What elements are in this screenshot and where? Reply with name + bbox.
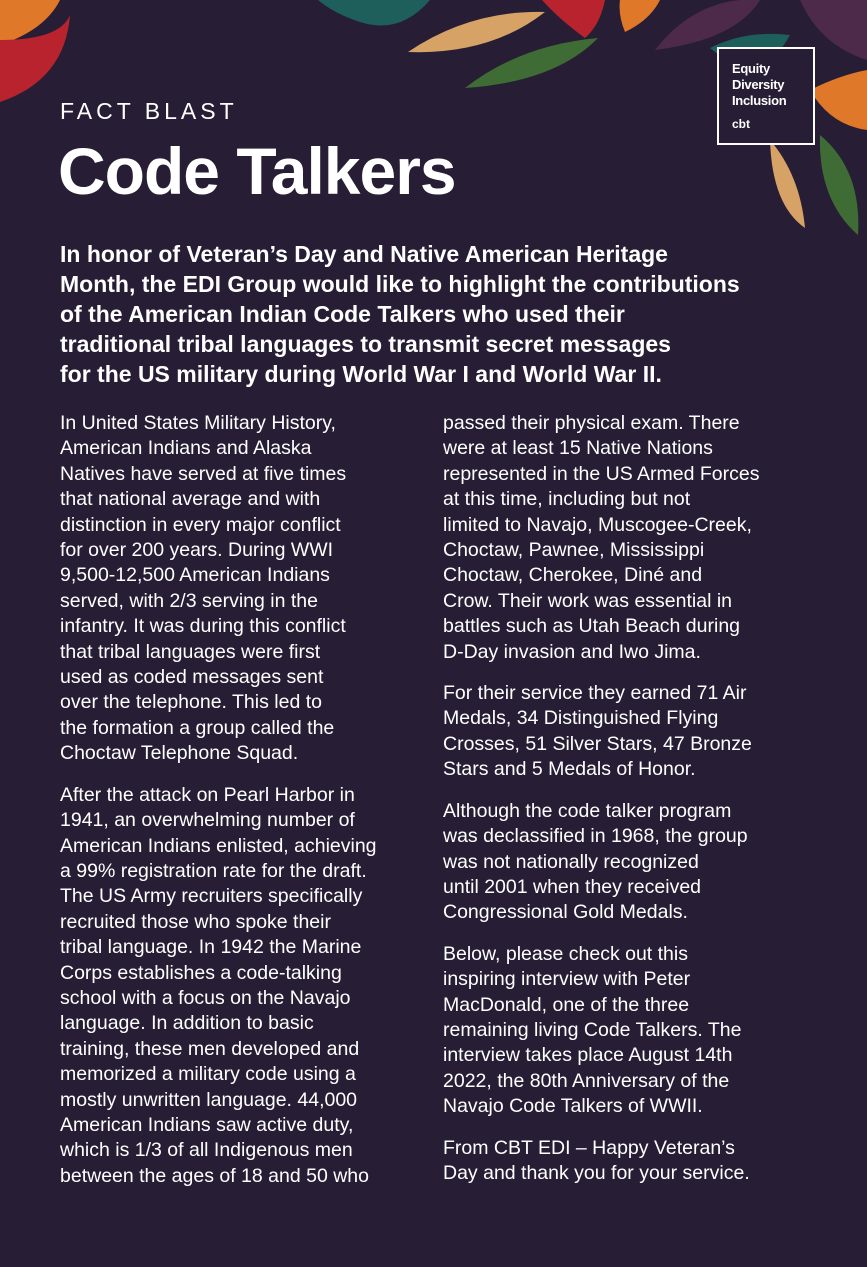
text-line: MacDonald, one of the three — [443, 993, 690, 1016]
fact-blast-label: FACT BLAST — [60, 98, 238, 124]
text-line: Stars and 5 Medals of Honor. — [443, 758, 696, 781]
text-line: American Indians enlisted, achieving — [60, 834, 377, 857]
text-line: used as coded messages sent — [60, 666, 324, 689]
text-line: Choctaw, Cherokee, Diné and — [443, 564, 703, 587]
intro-line: Month, the EDI Group would like to highlight the contributions — [60, 271, 740, 297]
text-line: Congressional Gold Medals. — [443, 901, 688, 924]
edi-logo — [717, 47, 815, 145]
text-line: Below, please check out this — [443, 942, 688, 965]
text-line: was declassified in 1968, the group — [443, 825, 748, 848]
text-line: tribal language. In 1942 the Marine — [60, 936, 362, 959]
intro-line: of the American Indian Code Talkers who used their — [60, 301, 625, 327]
text-line: D-Day invasion and Iwo Jima. — [443, 640, 701, 663]
text-line: represented in the US Armed Forces — [443, 462, 760, 485]
paragraph-military-history — [60, 411, 430, 767]
text-line: Medals, 34 Distinguished Flying — [443, 707, 719, 730]
text-line: The US Army recruiters specifically — [60, 885, 363, 908]
intro-line: In honor of Veteran’s Day and Native American Heritage — [60, 241, 668, 267]
text-line: From CBT EDI – Happy Veteran’s — [443, 1136, 735, 1159]
text-line: Day and thank you for your service. — [443, 1161, 750, 1184]
paragraph-native-nations — [443, 411, 823, 665]
text-line: distinction in every major conflict — [60, 513, 341, 536]
logo-equity: Equity — [732, 61, 770, 76]
text-line: 2022, the 80th Anniversary of the — [443, 1069, 730, 1092]
paragraph-pearl-harbor — [60, 783, 430, 1190]
text-line: recruited those who spoke their — [60, 910, 331, 933]
text-line: American Indians and Alaska — [60, 437, 312, 460]
text-line: until 2001 when they received — [443, 875, 702, 898]
text-line: In United States Military History, — [60, 412, 336, 434]
text-line: Crosses, 51 Silver Stars, 47 Bronze — [443, 732, 752, 755]
leaf-teal-top — [318, 0, 430, 26]
leaf-orange-right — [810, 70, 867, 130]
text-line: language. In addition to basic — [60, 1012, 314, 1035]
text-line: Choctaw Telephone Squad. — [60, 742, 299, 765]
left-column — [60, 411, 430, 1205]
text-line: served, with 2/3 serving in the — [60, 589, 318, 612]
text-line: Although the code talker program — [443, 799, 732, 822]
paragraph-medals — [443, 681, 823, 783]
text-line: Natives have served at five times — [60, 462, 347, 485]
text-line: battles such as Utah Beach during — [443, 615, 741, 638]
text-line: Choctaw, Pawnee, Mississippi — [443, 539, 705, 562]
text-line: interview takes place August 14th — [443, 1044, 733, 1067]
right-column — [443, 411, 823, 1202]
text-line: school with a focus on the Navajo — [60, 986, 351, 1009]
text-line: which is 1/3 of all Indigenous men — [60, 1139, 353, 1162]
text-line: for over 200 years. During WWI — [60, 539, 334, 562]
text-line: limited to Navajo, Muscogee-Creek, — [443, 513, 752, 536]
page-title: Code Talkers — [58, 134, 456, 208]
logo-diversity: Diversity — [732, 77, 785, 92]
text-line: remaining living Code Talkers. The — [443, 1018, 742, 1041]
text-line: the formation a group called the — [60, 716, 335, 739]
text-line: Corps establishes a code-talking — [60, 961, 342, 984]
intro-line: traditional tribal languages to transmit secret messages — [60, 331, 671, 357]
paragraph-interview — [443, 942, 823, 1120]
text-line: inspiring interview with Peter — [443, 968, 691, 991]
text-line: that national average and with — [60, 488, 321, 511]
paragraph-closing — [443, 1136, 823, 1187]
intro-paragraph — [60, 239, 830, 389]
text-line: at this time, including but not — [443, 488, 691, 511]
text-line: over the telephone. This led to — [60, 691, 322, 714]
text-line: Crow. Their work was essential in — [443, 589, 732, 612]
text-line: infantry. It was during this conflict — [60, 615, 346, 638]
logo-inclusion: Inclusion — [732, 93, 787, 108]
text-line: After the attack on Pearl Harbor in — [60, 783, 355, 806]
text-line: were at least 15 Native Nations — [443, 437, 713, 460]
text-line: 1941, an overwhelming number of — [60, 809, 355, 832]
text-line: was not nationally recognized — [443, 850, 699, 873]
text-line: For their service they earned 71 Air — [443, 682, 747, 705]
text-line: between the ages of 18 and 50 who — [60, 1164, 369, 1187]
leaf-red-top — [542, 0, 605, 38]
text-line: Navajo Code Talkers of WWII. — [443, 1095, 703, 1118]
text-line: memorized a military code using a — [60, 1063, 356, 1086]
leaf-tan-center — [408, 12, 545, 52]
text-line: training, these men developed and — [60, 1037, 360, 1060]
text-line: mostly unwritten language. 44,000 — [60, 1088, 358, 1111]
leaf-orange-top — [620, 0, 660, 32]
leaf-green-right — [820, 135, 858, 235]
paragraph-declassified — [443, 799, 823, 926]
logo-brand: cbt — [732, 117, 750, 131]
text-line: American Indians saw active duty, — [60, 1113, 354, 1136]
text-line: passed their physical exam. There — [443, 412, 740, 434]
leaf-tan-right — [770, 140, 805, 228]
text-line: 9,500-12,500 American Indians — [60, 564, 330, 587]
text-line: that tribal languages were first — [60, 640, 321, 663]
intro-line: for the US military during World War I and World War II. — [60, 361, 662, 387]
leaf-green-center — [465, 38, 598, 88]
text-line: a 99% registration rate for the draft. — [60, 859, 367, 882]
